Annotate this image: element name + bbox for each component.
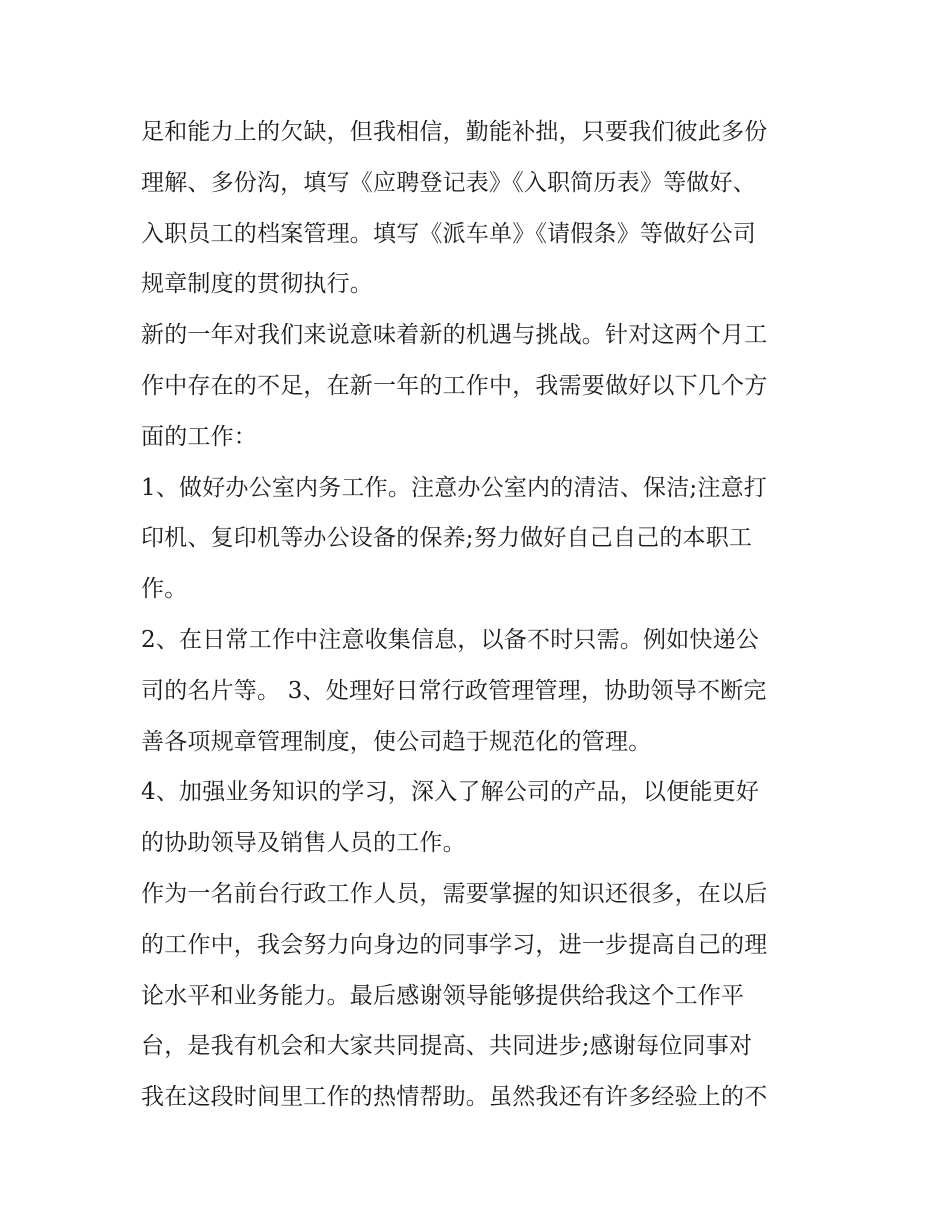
text-line: 作。 — [141, 576, 188, 603]
text-line: 的工作中，我会努力向身边的同事学习，进一步提高自己的理 — [141, 931, 768, 958]
text-line: 新的一年对我们来说意味着新的机遇与挑战。针对这两个月工 — [141, 322, 768, 349]
text-line: 作中存在的不足，在新一年的工作中，我需要做好以下几个方 — [141, 372, 768, 399]
text-line: 的协助领导及销售人员的工作。 — [141, 830, 466, 857]
text-line: 理解、多份沟，填写《应聘登记表》《入职简历表》等做好、 — [141, 169, 756, 196]
text-line: 我在这段时间里工作的热情帮助。虽然我还有许多经验上的不 — [141, 1084, 768, 1111]
text-line: 4、加强业务知识的学习，深入了解公司的产品，以便能更好 — [141, 779, 760, 806]
text-line: 论水平和业务能力。最后感谢领导能够提供给我这个工作平 — [141, 982, 745, 1009]
text-line: 善各项规章管理制度，使公司趋于规范化的管理。 — [141, 728, 652, 755]
text-line: 足和能力上的欠缺，但我相信，勤能补拙，只要我们彼此多份 — [141, 119, 768, 145]
text-line: 1、做好办公室内务工作。注意办公室内的清洁、保洁;注意打 — [141, 474, 767, 501]
text-line: 规章制度的贯彻执行。 — [141, 271, 373, 298]
text-line: 司的名片等。 3、处理好日常行政管理管理，协助领导不断完 — [141, 677, 767, 704]
document-body — [141, 107, 821, 1123]
text-line: 台，是我有机会和大家共同提高、共同进步;感谢每位同事对 — [141, 1033, 753, 1060]
text-line: 作为一名前台行政工作人员，需要掌握的知识还很多，在以后 — [141, 880, 768, 907]
text-line: 入职员工的档案管理。填写《派车单》《请假条》等做好公司 — [141, 220, 756, 247]
text-line: 印机、复印机等办公设备的保养;努力做好自己自己的本职工 — [141, 525, 753, 552]
text-line: 2、在日常工作中注意收集信息，以备不时只需。例如快递公 — [141, 626, 760, 653]
text-line: 面的工作： — [141, 423, 257, 450]
